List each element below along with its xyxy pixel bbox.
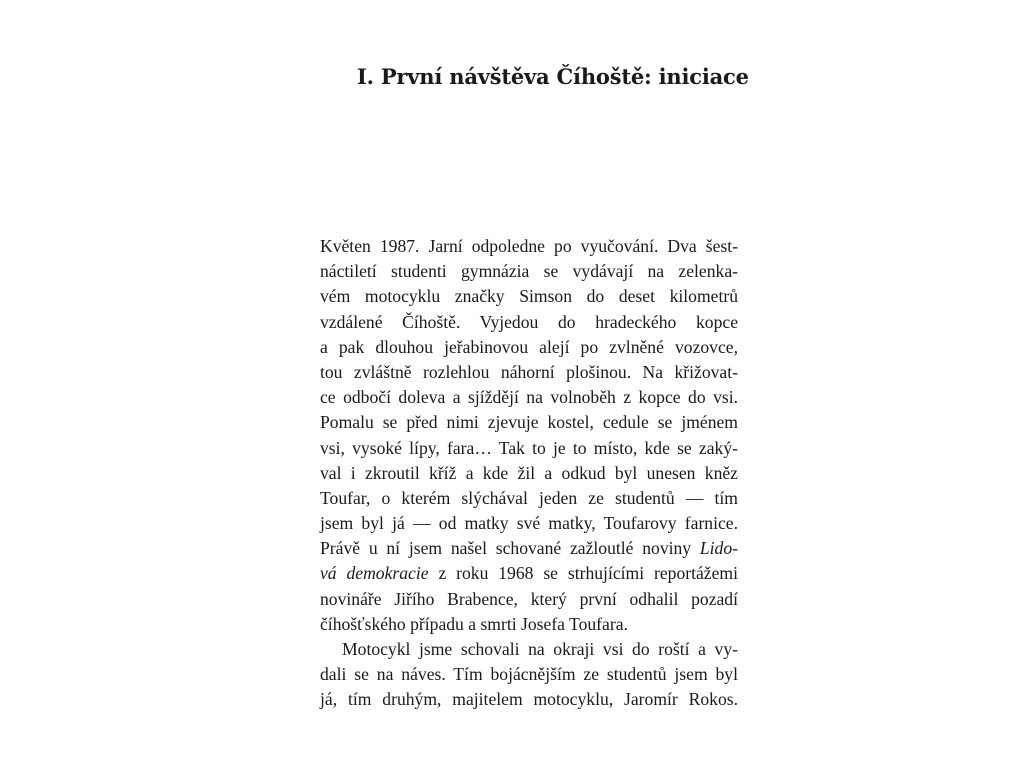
text-line: jsem byl já — od matky své matky, Toufarovy farnice.: [320, 513, 738, 534]
text-line: Motocykl jsme schovali na okraji vsi do roští a vy-: [342, 639, 738, 659]
text-line: já, tím druhým, majitelem motocyklu, Jaromír Rokos.: [320, 689, 738, 710]
text-line: [320, 536, 738, 561]
text-line: vsi, vysoké lípy, fara… Tak to je to místo, kde se zaký-: [320, 437, 738, 458]
text-segment: Právě u ní jsem našel schované zažloutlé noviny: [320, 538, 700, 559]
text-line: novináře Jiřího Brabence, který první odhalil pozadí: [320, 588, 738, 609]
body-text: [320, 234, 738, 713]
paragraph-2: [320, 637, 738, 713]
text-line: tou zvláštně rozlehlou náhorní plošinou. Na křižovat-: [320, 361, 738, 382]
text-line: ce odbočí doleva a sjíždějí na volnoběh z kopce do vsi.: [320, 387, 738, 408]
chapter-title: I. První návštěva Číhoště: iniciace: [357, 64, 749, 89]
text-line: [320, 561, 738, 586]
text-line: číhošťského případu a smrti Josefa Toufara.: [320, 613, 628, 634]
text-line: vzdálené Číhoště. Vyjedou do hradeckého kopce: [320, 311, 738, 332]
text-line: a pak dlouhou jeřabinovou alejí po zvlněné vozovce,: [320, 336, 738, 357]
newspaper-title-italic: Lido-: [699, 538, 738, 559]
text-line: vém motocyklu značky Simson do deset kilometrů: [320, 286, 738, 307]
text-line: dali se na náves. Tím bojácnějším ze studentů jsem byl: [320, 664, 738, 685]
text-line: náctiletí studenti gymnázia se vydávají na zelenka-: [320, 261, 738, 282]
paragraph-1: [320, 234, 738, 637]
text-line: Květen 1987. Jarní odpoledne po vyučování. Dva šest-: [320, 236, 738, 256]
newspaper-title-italic: vá demokracie: [320, 563, 429, 584]
text-line: Pomalu se před nimi zjevuje kostel, cedule se jménem: [320, 412, 738, 433]
text-segment: z roku 1968 se strhujícími reportážemi: [428, 563, 738, 584]
text-line: Toufar, o kterém slýchával jeden ze studentů — tím: [320, 487, 738, 508]
text-line: val i zkroutil kříž a kde žil a odkud byl unesen kněz: [320, 462, 738, 483]
